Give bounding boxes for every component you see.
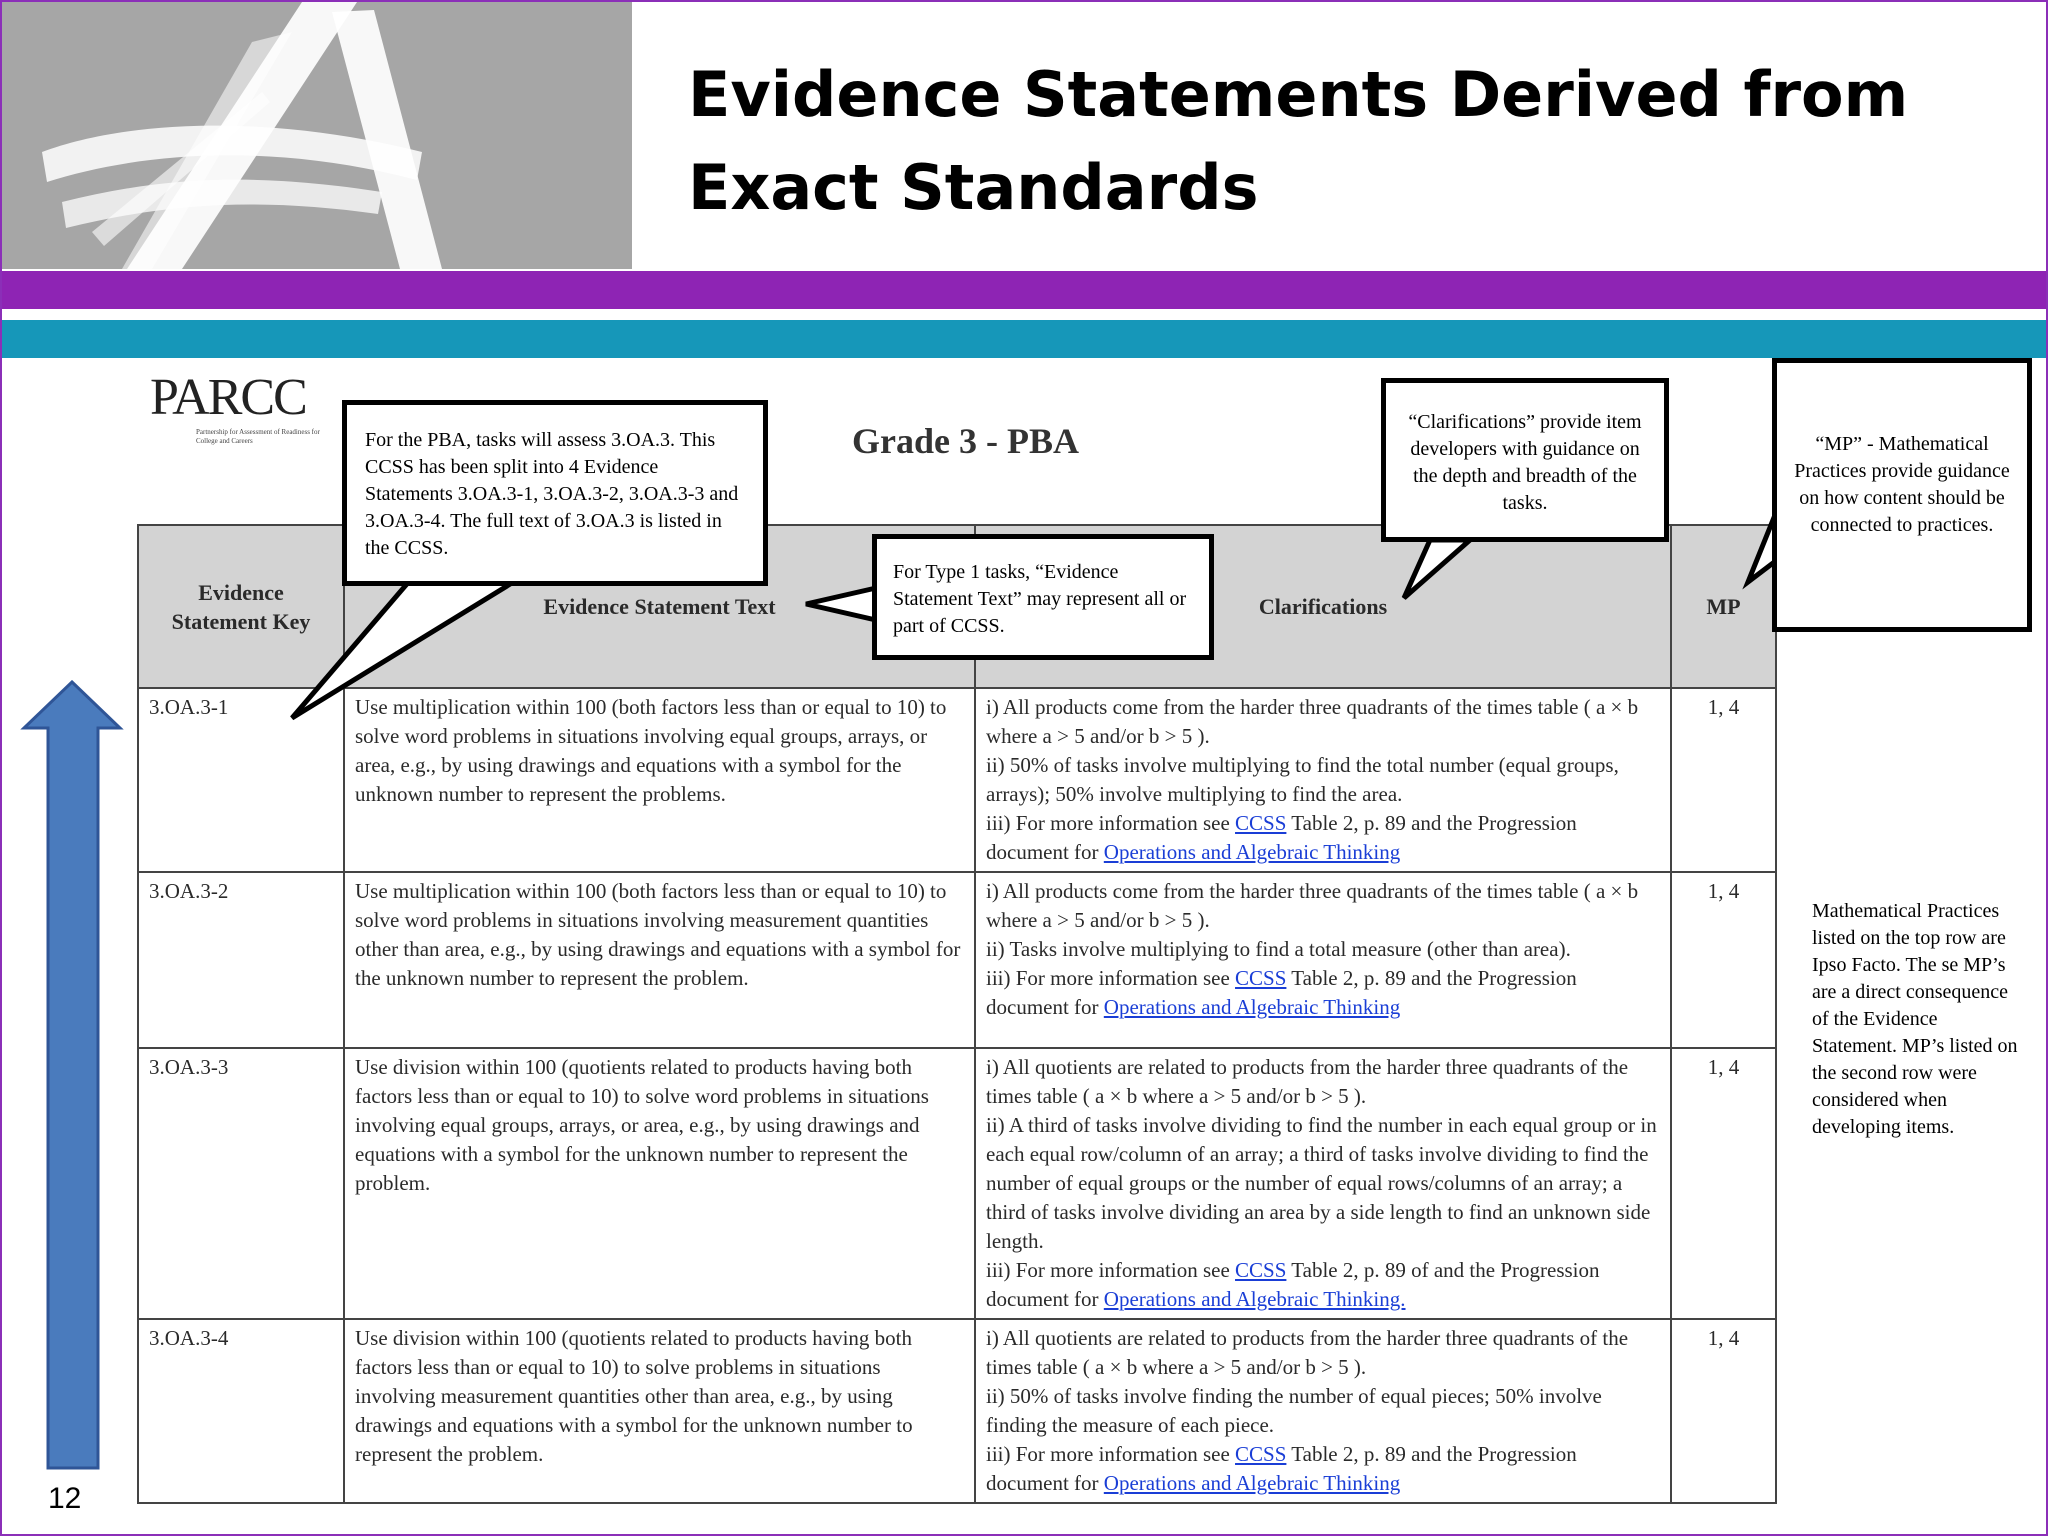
mp-callout [1772,358,2032,632]
ccss-link[interactable]: CCSS [1235,811,1287,835]
clarification-i: i) All quotients are related to products from the harder three quadrants of the times table ( a × b where a > 5 and/or b > 5 ). [986,1055,1629,1108]
header-mp: MP [1671,525,1776,688]
clarification-ii: ii) 50% of tasks involve finding the number of equal pieces; 50% involve finding the measure of each piece. [986,1384,1602,1437]
mp-value: 1, 4 [1671,872,1776,1048]
clarification-i: i) All quotients are related to products from the harder three quadrants of the times table ( a × b where a > 5 and/or b > 5 ). [986,1326,1629,1379]
parcc-logo-text: PARCC [150,369,306,426]
clarification-iii-text: iii) For more information see [986,966,1236,990]
clarifications-callout [1381,378,1669,542]
parcc-logo-tagline: Partnership for Assessment of Readiness for College and Careers [196,428,320,445]
clarification-ii: ii) Tasks involve multiplying to find a total measure (other than area). [986,937,1571,961]
clarifications-callout-tail [1404,540,1470,598]
evidence-key: 3.OA.3-4 [138,1319,344,1503]
mp-value: 1, 4 [1671,1048,1776,1319]
clarification-iii-text-2: Table 2, p. 89 and the Progression document for [986,1442,1577,1495]
clarification-i: i) All products come from the harder three quadrants of the times table ( a × b where a > 5 and/or b > 5 ). [986,695,1639,748]
type1-callout [872,534,1214,660]
clarification-iii-text: iii) For more information see [986,811,1236,835]
ccss-link[interactable]: CCSS [1235,1442,1287,1466]
oat-progression-link[interactable]: Operations and Algebraic Thinking [1103,995,1401,1019]
pba-callout-tail [292,578,520,718]
mp-value: 1, 4 [1671,688,1776,872]
oat-progression-link[interactable]: Operations and Algebraic Thinking. [1103,1287,1406,1311]
mp-side-note: Mathematical Practices listed on the top row are Ipso Facto. The se MP’s are a direct consequence of the Evidence Statement. MP’s listed on the second row were considered when developing items. [1812,900,2018,1138]
clarification-iii-text: iii) For more information see [986,1258,1236,1282]
evidence-text: Use multiplication within 100 (both factors less than or equal to 10) to solve word problems in situations involving equal groups, arrays, or area, e.g., by using drawings and equations with a symbol for the unknown number to represent the problems. [344,688,975,872]
header-clarifications: Clarifications [975,525,1671,688]
clarification-ii: ii) A third of tasks involve dividing to find the number in each equal group or in each equal row/column of an array; a third of tasks involve dividing to find the number of equal groups or the number of equal rows/columns of an array; a third of tasks involve dividing an area by a side length to find an unknown side length. [986,1113,1657,1253]
type1-callout-tail [806,588,876,620]
slide-title: Evidence Statements Derived from Exact Standards [688,58,1909,224]
evidence-key: 3.OA.3-3 [138,1048,344,1319]
evidence-text: Use division within 100 (quotients related to products having both factors less than or equal to 10) to solve problems in situations involving measurement quantities other than area, e.g., by using drawings and equations with a symbol for the unknown number to represent the problem. [344,1319,975,1503]
clarifications-callout-text: “Clarifications” provide item developers with guidance on the depth and breadth of the tasks. [1408,411,1642,514]
clarification-iii-text-2: Table 2, p. 89 and the Progression document for [986,811,1577,864]
ccss-link[interactable]: CCSS [1235,1258,1287,1282]
clarification-iii-text-2: Table 2, p. 89 and the Progression document for [986,966,1577,1019]
slide-number: 12 [48,1482,82,1515]
document-heading: Grade 3 - PBA [852,421,1079,461]
pba-callout [342,400,768,586]
oat-progression-link[interactable]: Operations and Algebraic Thinking [1103,840,1401,864]
evidence-text: Use division within 100 (quotients related to products having both factors less than or equal to 10) to solve word problems in situations involving equal groups, arrays, or area, e.g., by using drawings and equations with a symbol for the unknown number to represent the problem. [344,1048,975,1319]
type1-callout-text: For Type 1 tasks, “Evidence Statement Text” may represent all or part of CCSS. [893,561,1187,637]
clarification-iii-text-2: Table 2, p. 89 of and the Progression document for [986,1258,1600,1311]
clarification-iii-text: iii) For more information see [986,1442,1236,1466]
oat-progression-link[interactable]: Operations and Algebraic Thinking [1103,1471,1401,1495]
mp-callout-text: “MP” - Mathematical Practices provide guidance on how content should be connected to practices. [1794,433,2010,536]
pba-callout-text: For the PBA, tasks will assess 3.OA.3. This CCSS has been split into 4 Evidence Statements 3.OA.3-1, 3.OA.3-2, 3.OA.3-3 and 3.OA.3-4. The full text of 3.OA.3 is listed in the CCSS. [365,429,739,559]
mp-value: 1, 4 [1671,1319,1776,1503]
evidence-key: 3.OA.3-1 [138,688,344,872]
clarification-ii: ii) 50% of tasks involve multiplying to find the total number (equal groups, arrays); 50% involve multiplying to find the area. [986,753,1619,806]
header-evidence-key: Evidence Statement Key [138,525,344,688]
evidence-text: Use multiplication within 100 (both factors less than or equal to 10) to solve word problems in situations involving measurement quantities other than area, e.g., by using drawings and equations with a symbol for the unknown number to represent the problem. [344,872,975,1048]
evidence-key: 3.OA.3-2 [138,872,344,1048]
clarification-i: i) All products come from the harder three quadrants of the times table ( a × b where a > 5 and/or b > 5 ). [986,879,1639,932]
ccss-link[interactable]: CCSS [1235,966,1287,990]
header-evidence-text: Evidence Statement Text [344,525,975,688]
